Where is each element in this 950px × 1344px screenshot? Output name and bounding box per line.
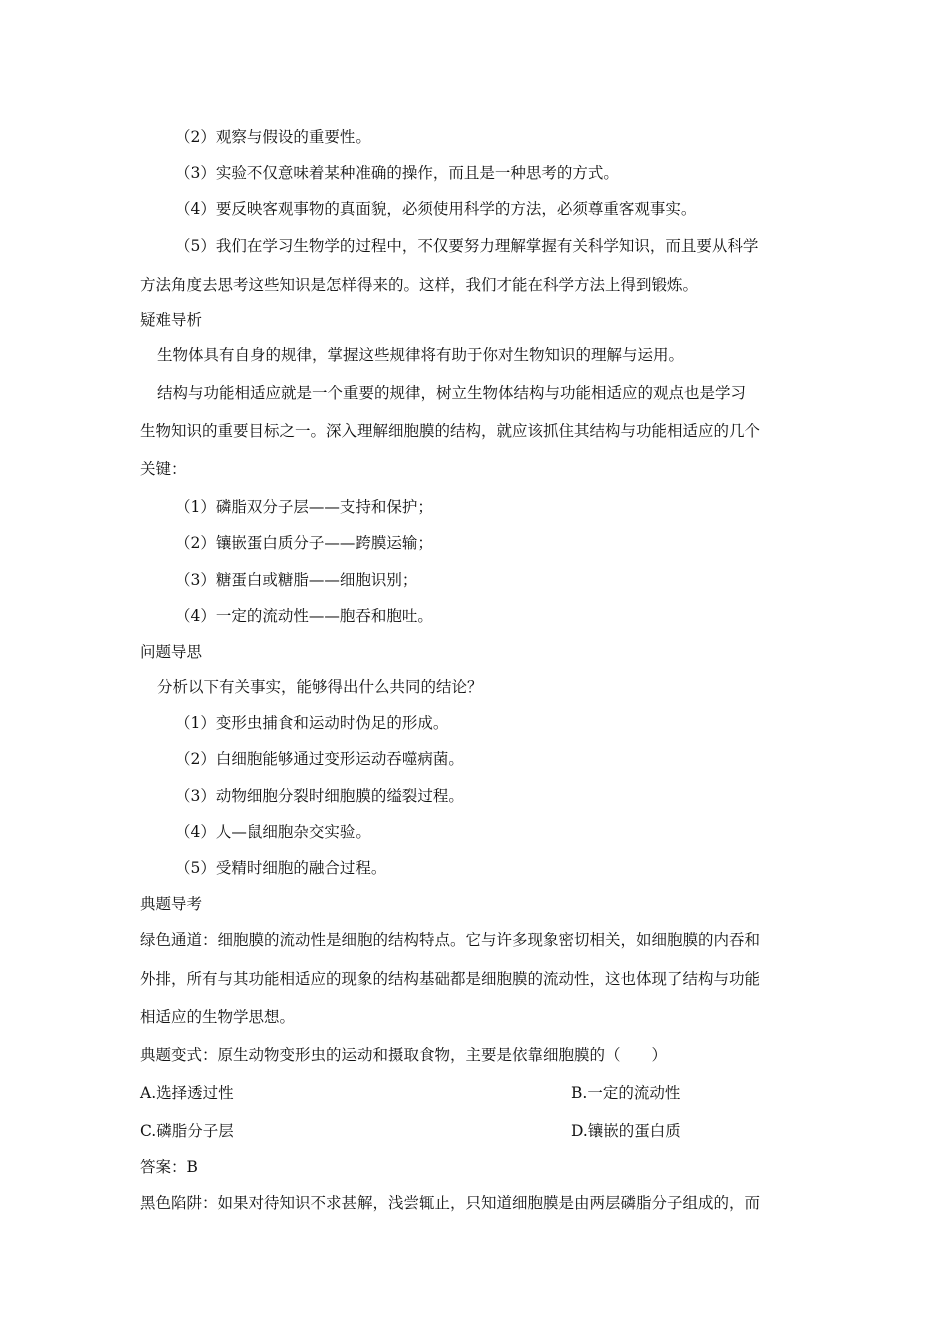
text-line: （5）我们在学习生物学的过程中，不仅要努力理解掌握有关科学知识，而且要从科学	[175, 237, 759, 255]
option-a: A.选择透过性	[140, 1084, 234, 1102]
list-item: （4）人—鼠细胞杂交实验。	[175, 823, 371, 841]
list-item: （3）糖蛋白或糖脂——细胞识别；	[175, 571, 418, 589]
text-line: （4）要反映客观事物的真面貌，必须使用科学的方法，必须尊重客观事实。	[175, 200, 697, 218]
text-line: 外排，所有与其功能相适应的现象的结构基础都是细胞膜的流动性，这也体现了结构与功能	[140, 970, 761, 988]
list-item: （2）白细胞能够通过变形运动吞噬病菌。	[175, 750, 464, 768]
text-line: （2）观察与假设的重要性。	[175, 128, 371, 146]
text-line: 分析以下有关事实，能够得出什么共同的结论？	[157, 678, 483, 696]
text-line: 关键：	[140, 460, 187, 478]
question-stem: 典题变式：原生动物变形虫的运动和摄取食物，主要是依靠细胞膜的（ ）	[140, 1046, 668, 1064]
list-item: （3）动物细胞分裂时细胞膜的缢裂过程。	[175, 787, 464, 805]
list-item: （4）一定的流动性——胞吞和胞吐。	[175, 607, 433, 625]
option-b: B.一定的流动性	[571, 1084, 681, 1102]
section-heading: 问题导思	[140, 643, 203, 661]
text-line: 绿色通道：细胞膜的流动性是细胞的结构特点。它与许多现象密切相关，如细胞膜的内吞和	[140, 931, 761, 949]
text-line: 相适应的生物学思想。	[140, 1008, 296, 1026]
text-line: 生物知识的重要目标之一。深入理解细胞膜的结构，就应该抓住其结构与功能相适应的几个	[140, 422, 761, 440]
text-line: （3）实验不仅意味着某种准确的操作，而且是一种思考的方式。	[175, 164, 619, 182]
list-item: （2）镶嵌蛋白质分子——跨膜运输；	[175, 534, 433, 552]
answer-line: 答案：B	[140, 1158, 198, 1176]
text-line: 黑色陷阱：如果对待知识不求甚解，浅尝辄止，只知道细胞膜是由两层磷脂分子组成的，而	[140, 1194, 761, 1212]
option-c: C.磷脂分子层	[140, 1122, 234, 1140]
list-item: （5）受精时细胞的融合过程。	[175, 859, 387, 877]
option-d: D.镶嵌的蛋白质	[571, 1122, 681, 1140]
section-heading: 典题导考	[140, 895, 203, 913]
list-item: （1）变形虫捕食和运动时伪足的形成。	[175, 714, 449, 732]
text-line: 生物体具有自身的规律，掌握这些规律将有助于你对生物知识的理解与运用。	[157, 346, 685, 364]
text-line: 结构与功能相适应就是一个重要的规律，树立生物体结构与功能相适应的观点也是学习	[157, 384, 747, 402]
list-item: （1）磷脂双分子层——支持和保护；	[175, 498, 433, 516]
text-line: 方法角度去思考这些知识是怎样得来的。这样，我们才能在科学方法上得到锻炼。	[140, 276, 699, 294]
section-heading: 疑难导析	[140, 311, 203, 329]
